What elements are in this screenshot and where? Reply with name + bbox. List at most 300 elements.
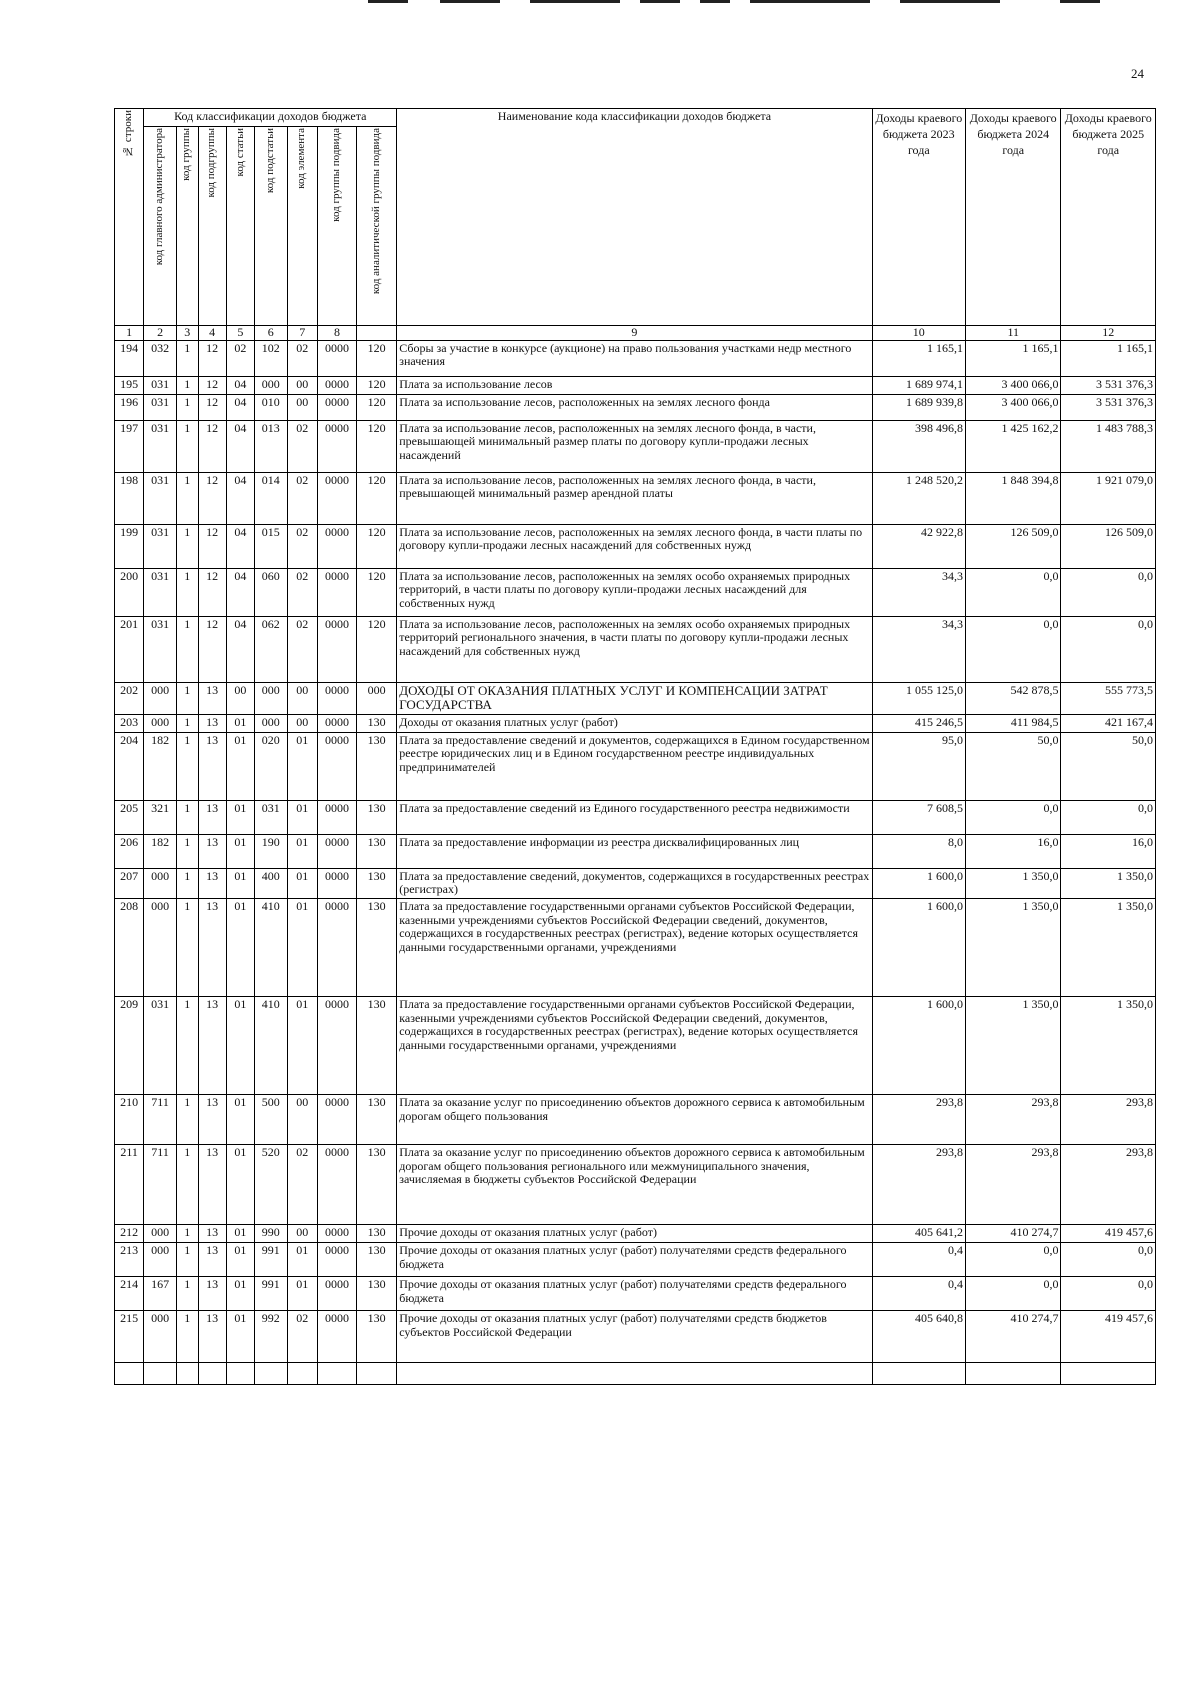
- income-name-cell: Плата за предоставление государственными органами субъектов Российской Федерации, казенными учреждениями субъектов Российской Федерации сведений, документов, содержащихся в государственных реестрах (регистрах), ведение которых осуществляется данными государственными органами, учреждениями: [397, 899, 872, 997]
- subtype-group-code-cell: 0000: [317, 616, 356, 682]
- table-row: [115, 1277, 1156, 1311]
- subarticle-code-cell: 000: [254, 714, 287, 732]
- element-code-cell: 01: [287, 834, 317, 868]
- subgroup-code-cell: 13: [198, 868, 226, 898]
- subarticle-code-cell: 991: [254, 1277, 287, 1311]
- table-row: [115, 1311, 1156, 1363]
- element-code-cell: 00: [287, 394, 317, 420]
- analytic-subtype-code-cell: 130: [356, 1095, 396, 1145]
- table-row: [115, 714, 1156, 732]
- row-number-cell: 202: [115, 682, 144, 714]
- empty-cell: [965, 1363, 1061, 1385]
- empty-cell: [115, 1363, 144, 1385]
- group-code-cell: 1: [176, 340, 198, 376]
- row-number-cell: 194: [115, 340, 144, 376]
- subtype-group-code-cell: 0000: [317, 714, 356, 732]
- income-name-cell: Плата за использование лесов, расположенных на землях лесного фонда: [397, 394, 872, 420]
- income-2025-cell: 16,0: [1061, 834, 1156, 868]
- empty-cell: [198, 1363, 226, 1385]
- income-2025-cell: 1 350,0: [1061, 997, 1156, 1095]
- table-row: [115, 524, 1156, 568]
- element-code-cell: 00: [287, 1225, 317, 1243]
- income-2023-cell: 42 922,8: [872, 524, 965, 568]
- analytic-subtype-code-cell: 120: [356, 340, 396, 376]
- income-2024-cell: 0,0: [965, 1277, 1061, 1311]
- admin-code-cell: 031: [144, 376, 177, 394]
- empty-cell: [397, 1363, 872, 1385]
- column-number: [356, 326, 396, 341]
- element-code-cell: 01: [287, 868, 317, 898]
- admin-code-cell: 031: [144, 616, 177, 682]
- subgroup-code-cell: 13: [198, 1095, 226, 1145]
- article-code-cell: 01: [226, 899, 254, 997]
- group-code-cell: 1: [176, 616, 198, 682]
- element-code-cell: 01: [287, 732, 317, 800]
- analytic-subtype-code-cell: 130: [356, 732, 396, 800]
- income-2023-cell: 1 689 939,8: [872, 394, 965, 420]
- table-row: [115, 568, 1156, 616]
- income-2024-cell: 1 350,0: [965, 899, 1061, 997]
- income-2025-cell: 1 921 079,0: [1061, 472, 1156, 524]
- income-2024-cell: 0,0: [965, 1243, 1061, 1277]
- subtype-group-code-cell: 0000: [317, 568, 356, 616]
- analytic-subtype-code-cell: 120: [356, 420, 396, 472]
- column-header-admin-code: код главного администратора: [144, 127, 177, 326]
- income-name-cell: Плата за использование лесов: [397, 376, 872, 394]
- income-2023-cell: 0,4: [872, 1243, 965, 1277]
- income-2023-cell: 1 248 520,2: [872, 472, 965, 524]
- income-2024-cell: 293,8: [965, 1145, 1061, 1225]
- income-name-cell: Прочие доходы от оказания платных услуг (работ): [397, 1225, 872, 1243]
- subtype-group-code-cell: 0000: [317, 732, 356, 800]
- column-header-analytic-subtype-code: код аналитической группы подвида: [356, 127, 396, 326]
- subtype-group-code-cell: 0000: [317, 376, 356, 394]
- admin-code-cell: 167: [144, 1277, 177, 1311]
- subarticle-code-cell: 031: [254, 800, 287, 834]
- subtype-group-code-cell: 0000: [317, 868, 356, 898]
- admin-code-cell: 321: [144, 800, 177, 834]
- income-2023-cell: 7 608,5: [872, 800, 965, 834]
- subarticle-code-cell: 190: [254, 834, 287, 868]
- column-header-name: Наименование кода классификации доходов бюджета: [397, 109, 872, 326]
- subarticle-code-cell: 020: [254, 732, 287, 800]
- row-number-cell: 210: [115, 1095, 144, 1145]
- article-code-cell: 01: [226, 1145, 254, 1225]
- row-number-cell: 203: [115, 714, 144, 732]
- article-code-cell: 04: [226, 616, 254, 682]
- column-header-income-2023: Доходы краевого бюджета 2023 года: [872, 109, 965, 326]
- income-2024-cell: 0,0: [965, 616, 1061, 682]
- table-row: [115, 1145, 1156, 1225]
- empty-cell: [356, 1363, 396, 1385]
- table-row: [115, 616, 1156, 682]
- element-code-cell: 02: [287, 616, 317, 682]
- column-number: 6: [254, 326, 287, 341]
- admin-code-cell: 031: [144, 420, 177, 472]
- group-code-cell: 1: [176, 1145, 198, 1225]
- table-row: [115, 376, 1156, 394]
- row-number-cell: 211: [115, 1145, 144, 1225]
- analytic-subtype-code-cell: 130: [356, 868, 396, 898]
- income-name-cell: Плата за предоставление сведений, документов, содержащихся в государственных реестрах (регистрах): [397, 868, 872, 898]
- row-number-cell: 197: [115, 420, 144, 472]
- subarticle-code-cell: 410: [254, 997, 287, 1095]
- subtype-group-code-cell: 0000: [317, 1095, 356, 1145]
- admin-code-cell: 000: [144, 1243, 177, 1277]
- income-2024-cell: 50,0: [965, 732, 1061, 800]
- group-code-cell: 1: [176, 472, 198, 524]
- admin-code-cell: 182: [144, 834, 177, 868]
- income-2024-cell: 3 400 066,0: [965, 376, 1061, 394]
- group-code-cell: 1: [176, 868, 198, 898]
- income-2024-cell: 410 274,7: [965, 1311, 1061, 1363]
- table-row: [115, 800, 1156, 834]
- group-code-cell: 1: [176, 376, 198, 394]
- subtype-group-code-cell: 0000: [317, 1225, 356, 1243]
- income-2024-cell: 16,0: [965, 834, 1061, 868]
- subarticle-code-cell: 500: [254, 1095, 287, 1145]
- subgroup-code-cell: 13: [198, 1145, 226, 1225]
- admin-code-cell: 000: [144, 682, 177, 714]
- subarticle-code-cell: 062: [254, 616, 287, 682]
- income-2023-cell: 34,3: [872, 568, 965, 616]
- income-2025-cell: 421 167,4: [1061, 714, 1156, 732]
- income-2023-cell: 1 600,0: [872, 997, 965, 1095]
- analytic-subtype-code-cell: 130: [356, 997, 396, 1095]
- admin-code-cell: 182: [144, 732, 177, 800]
- article-code-cell: 04: [226, 524, 254, 568]
- empty-cell: [226, 1363, 254, 1385]
- subgroup-code-cell: 13: [198, 1277, 226, 1311]
- column-header-subtype-group-code: код группы подвида: [317, 127, 356, 326]
- row-number-cell: 198: [115, 472, 144, 524]
- income-2023-cell: 1 600,0: [872, 868, 965, 898]
- article-code-cell: 01: [226, 800, 254, 834]
- empty-cell: [254, 1363, 287, 1385]
- income-2024-cell: 1 165,1: [965, 340, 1061, 376]
- article-code-cell: 02: [226, 340, 254, 376]
- subtype-group-code-cell: 0000: [317, 524, 356, 568]
- income-2023-cell: 398 496,8: [872, 420, 965, 472]
- admin-code-cell: 711: [144, 1145, 177, 1225]
- group-code-cell: 1: [176, 1311, 198, 1363]
- article-code-cell: 01: [226, 732, 254, 800]
- analytic-subtype-code-cell: 120: [356, 524, 396, 568]
- analytic-subtype-code-cell: 130: [356, 1277, 396, 1311]
- subtype-group-code-cell: 0000: [317, 899, 356, 997]
- scan-edge-mark: [640, 0, 680, 3]
- subarticle-code-cell: 060: [254, 568, 287, 616]
- subgroup-code-cell: 13: [198, 732, 226, 800]
- subarticle-code-cell: 010: [254, 394, 287, 420]
- column-number: 1: [115, 326, 144, 341]
- income-name-cell: Доходы от оказания платных услуг (работ): [397, 714, 872, 732]
- column-number-row: [115, 326, 1156, 341]
- article-code-cell: 01: [226, 834, 254, 868]
- group-code-cell: 1: [176, 732, 198, 800]
- article-code-cell: 04: [226, 394, 254, 420]
- income-2025-cell: 1 350,0: [1061, 868, 1156, 898]
- element-code-cell: 01: [287, 997, 317, 1095]
- scan-edge-mark: [440, 0, 500, 3]
- subgroup-code-cell: 13: [198, 1311, 226, 1363]
- element-code-cell: 01: [287, 800, 317, 834]
- income-2025-cell: 293,8: [1061, 1095, 1156, 1145]
- analytic-subtype-code-cell: 000: [356, 682, 396, 714]
- income-2025-cell: 3 531 376,3: [1061, 376, 1156, 394]
- income-2024-cell: 411 984,5: [965, 714, 1061, 732]
- table-row: [115, 834, 1156, 868]
- subgroup-code-cell: 12: [198, 472, 226, 524]
- admin-code-cell: 000: [144, 1225, 177, 1243]
- admin-code-cell: 711: [144, 1095, 177, 1145]
- column-header-subarticle-code: код подстатьи: [254, 127, 287, 326]
- subgroup-code-cell: 13: [198, 1243, 226, 1277]
- group-code-cell: 1: [176, 1225, 198, 1243]
- table-row: [115, 340, 1156, 376]
- income-name-cell: Плата за использование лесов, расположенных на землях особо охраняемых природных территорий, в части платы по договору купли-продажи лесных насаждений для собственных нужд: [397, 568, 872, 616]
- income-name-cell: Сборы за участие в конкурсе (аукционе) на право пользования участками недр местного значения: [397, 340, 872, 376]
- subarticle-code-cell: 015: [254, 524, 287, 568]
- admin-code-cell: 000: [144, 1311, 177, 1363]
- scan-edge-mark: [1060, 0, 1100, 3]
- subarticle-code-cell: 000: [254, 376, 287, 394]
- group-code-cell: 1: [176, 997, 198, 1095]
- subgroup-code-cell: 13: [198, 997, 226, 1095]
- income-name-cell: Прочие доходы от оказания платных услуг (работ) получателями средств федерального бюджета: [397, 1243, 872, 1277]
- row-number-cell: 201: [115, 616, 144, 682]
- article-code-cell: 01: [226, 1277, 254, 1311]
- income-2023-cell: 1 600,0: [872, 899, 965, 997]
- income-2024-cell: 1 425 162,2: [965, 420, 1061, 472]
- income-name-cell: Плата за оказание услуг по присоединению объектов дорожного сервиса к автомобильным дорогам общего пользования: [397, 1095, 872, 1145]
- analytic-subtype-code-cell: 130: [356, 714, 396, 732]
- income-2025-cell: 0,0: [1061, 800, 1156, 834]
- article-code-cell: 00: [226, 682, 254, 714]
- analytic-subtype-code-cell: 130: [356, 1311, 396, 1363]
- row-number-cell: 214: [115, 1277, 144, 1311]
- subarticle-code-cell: 000: [254, 682, 287, 714]
- income-2023-cell: 415 246,5: [872, 714, 965, 732]
- element-code-cell: 00: [287, 1095, 317, 1145]
- row-number-cell: 204: [115, 732, 144, 800]
- article-code-cell: 01: [226, 997, 254, 1095]
- group-code-cell: 1: [176, 394, 198, 420]
- subgroup-code-cell: 13: [198, 899, 226, 997]
- analytic-subtype-code-cell: 120: [356, 616, 396, 682]
- subtype-group-code-cell: 0000: [317, 682, 356, 714]
- subarticle-code-cell: 013: [254, 420, 287, 472]
- admin-code-cell: 000: [144, 868, 177, 898]
- column-number: 7: [287, 326, 317, 341]
- column-header-article-code: код статьи: [226, 127, 254, 326]
- column-header-group-code: код группы: [176, 127, 198, 326]
- column-header-subgroup-code: код подгруппы: [198, 127, 226, 326]
- element-code-cell: 02: [287, 472, 317, 524]
- column-number: 3: [176, 326, 198, 341]
- empty-cell: [287, 1363, 317, 1385]
- subtype-group-code-cell: 0000: [317, 997, 356, 1095]
- subgroup-code-cell: 12: [198, 524, 226, 568]
- income-2023-cell: 1 689 974,1: [872, 376, 965, 394]
- row-number-cell: 208: [115, 899, 144, 997]
- row-number-cell: 206: [115, 834, 144, 868]
- article-code-cell: 01: [226, 868, 254, 898]
- income-2023-cell: 293,8: [872, 1145, 965, 1225]
- analytic-subtype-code-cell: 120: [356, 376, 396, 394]
- subarticle-code-cell: 520: [254, 1145, 287, 1225]
- subtype-group-code-cell: 0000: [317, 340, 356, 376]
- table-row: [115, 472, 1156, 524]
- page-number: 24: [1131, 66, 1144, 81]
- row-number-cell: 205: [115, 800, 144, 834]
- table-row: [115, 420, 1156, 472]
- subtype-group-code-cell: 0000: [317, 472, 356, 524]
- column-number: 2: [144, 326, 177, 341]
- subgroup-code-cell: 13: [198, 682, 226, 714]
- column-header-income-2024: Доходы краевого бюджета 2024 года: [965, 109, 1061, 326]
- income-name-cell: Прочие доходы от оказания платных услуг (работ) получателями средств бюджетов субъектов Российской Федерации: [397, 1311, 872, 1363]
- table-bottom-spacer: [115, 1363, 1156, 1385]
- income-2023-cell: 0,4: [872, 1277, 965, 1311]
- subgroup-code-cell: 13: [198, 714, 226, 732]
- subtype-group-code-cell: 0000: [317, 800, 356, 834]
- group-code-cell: 1: [176, 1243, 198, 1277]
- scan-edge-mark: [900, 0, 1000, 3]
- group-code-cell: 1: [176, 899, 198, 997]
- subtype-group-code-cell: 0000: [317, 1145, 356, 1225]
- analytic-subtype-code-cell: 120: [356, 472, 396, 524]
- income-2024-cell: 293,8: [965, 1095, 1061, 1145]
- income-2023-cell: 405 641,2: [872, 1225, 965, 1243]
- income-2025-cell: 0,0: [1061, 1277, 1156, 1311]
- table-row: [115, 394, 1156, 420]
- article-code-cell: 04: [226, 376, 254, 394]
- element-code-cell: 02: [287, 1145, 317, 1225]
- income-name-cell: Плата за предоставление информации из реестра дисквалифицированных лиц: [397, 834, 872, 868]
- subgroup-code-cell: 12: [198, 616, 226, 682]
- empty-cell: [317, 1363, 356, 1385]
- group-code-cell: 1: [176, 524, 198, 568]
- income-name-cell: Прочие доходы от оказания платных услуг (работ) получателями средств федерального бюджета: [397, 1277, 872, 1311]
- group-code-cell: 1: [176, 714, 198, 732]
- analytic-subtype-code-cell: 120: [356, 394, 396, 420]
- income-2025-cell: 293,8: [1061, 1145, 1156, 1225]
- column-number: 4: [198, 326, 226, 341]
- analytic-subtype-code-cell: 130: [356, 834, 396, 868]
- budget-income-table: [114, 108, 1156, 1385]
- article-code-cell: 04: [226, 472, 254, 524]
- element-code-cell: 01: [287, 899, 317, 997]
- income-2024-cell: 1 350,0: [965, 868, 1061, 898]
- admin-code-cell: 031: [144, 472, 177, 524]
- subtype-group-code-cell: 0000: [317, 420, 356, 472]
- group-code-cell: 1: [176, 1095, 198, 1145]
- income-name-cell: Плата за предоставление сведений из Единого государственного реестра недвижимости: [397, 800, 872, 834]
- income-2025-cell: 555 773,5: [1061, 682, 1156, 714]
- subtype-group-code-cell: 0000: [317, 1243, 356, 1277]
- admin-code-cell: 031: [144, 568, 177, 616]
- analytic-subtype-code-cell: 130: [356, 899, 396, 997]
- subtype-group-code-cell: 0000: [317, 394, 356, 420]
- subgroup-code-cell: 13: [198, 834, 226, 868]
- income-2025-cell: 0,0: [1061, 568, 1156, 616]
- column-number: 11: [965, 326, 1061, 341]
- admin-code-cell: 000: [144, 714, 177, 732]
- income-name-cell: Плата за использование лесов, расположенных на землях особо охраняемых природных территорий регионального значения, в части платы по договору купли-продажи лесных насаждений для собственных нужд: [397, 616, 872, 682]
- subgroup-code-cell: 12: [198, 394, 226, 420]
- element-code-cell: 02: [287, 1311, 317, 1363]
- subgroup-code-cell: 12: [198, 568, 226, 616]
- group-code-cell: 1: [176, 834, 198, 868]
- row-number-cell: 199: [115, 524, 144, 568]
- admin-code-cell: 032: [144, 340, 177, 376]
- income-2024-cell: 3 400 066,0: [965, 394, 1061, 420]
- row-number-cell: 207: [115, 868, 144, 898]
- income-2025-cell: 0,0: [1061, 616, 1156, 682]
- column-header-element-code: код элемента: [287, 127, 317, 326]
- subtype-group-code-cell: 0000: [317, 1277, 356, 1311]
- income-2023-cell: 95,0: [872, 732, 965, 800]
- empty-cell: [872, 1363, 965, 1385]
- scan-edge-mark: [700, 0, 730, 3]
- table-row: [115, 1225, 1156, 1243]
- analytic-subtype-code-cell: 130: [356, 1225, 396, 1243]
- row-number-cell: 195: [115, 376, 144, 394]
- row-number-cell: 209: [115, 997, 144, 1095]
- table-row: [115, 732, 1156, 800]
- income-name-cell: Плата за оказание услуг по присоединению объектов дорожного сервиса к автомобильным дорогам общего пользования регионального или межмуниципального значения, зачисляемая в бюджеты субъектов Российской Федерации: [397, 1145, 872, 1225]
- income-name-cell: Плата за использование лесов, расположенных на землях лесного фонда, в части, превышающей минимальный размер арендной платы: [397, 472, 872, 524]
- admin-code-cell: 000: [144, 899, 177, 997]
- empty-cell: [144, 1363, 177, 1385]
- column-number: 12: [1061, 326, 1156, 341]
- element-code-cell: 00: [287, 376, 317, 394]
- article-code-cell: 01: [226, 1311, 254, 1363]
- income-name-cell: Плата за предоставление сведений и документов, содержащихся в Едином государственном реестре юридических лиц и в Едином государственном реестре индивидуальных предпринимателей: [397, 732, 872, 800]
- article-code-cell: 01: [226, 714, 254, 732]
- income-2023-cell: 34,3: [872, 616, 965, 682]
- income-name-cell: Плата за использование лесов, расположенных на землях лесного фонда, в части платы по договору купли-продажи лесных насаждений для собственных нужд: [397, 524, 872, 568]
- table-row: [115, 1243, 1156, 1277]
- subgroup-code-cell: 13: [198, 800, 226, 834]
- subgroup-code-cell: 12: [198, 376, 226, 394]
- analytic-subtype-code-cell: 130: [356, 1145, 396, 1225]
- article-code-cell: 04: [226, 420, 254, 472]
- admin-code-cell: 031: [144, 524, 177, 568]
- table-row: [115, 1095, 1156, 1145]
- income-2025-cell: 0,0: [1061, 1243, 1156, 1277]
- column-number: 9: [397, 326, 872, 341]
- article-code-cell: 01: [226, 1243, 254, 1277]
- subtype-group-code-cell: 0000: [317, 1311, 356, 1363]
- group-code-cell: 1: [176, 800, 198, 834]
- row-number-cell: 212: [115, 1225, 144, 1243]
- income-2024-cell: 1 848 394,8: [965, 472, 1061, 524]
- subtype-group-code-cell: 0000: [317, 834, 356, 868]
- column-number: 5: [226, 326, 254, 341]
- table-row: [115, 868, 1156, 898]
- classification-code-group-header: Код классификации доходов бюджета: [144, 109, 397, 127]
- income-2025-cell: 50,0: [1061, 732, 1156, 800]
- subarticle-code-cell: 014: [254, 472, 287, 524]
- element-code-cell: 02: [287, 524, 317, 568]
- group-code-cell: 1: [176, 682, 198, 714]
- row-number-cell: 196: [115, 394, 144, 420]
- element-code-cell: 01: [287, 1277, 317, 1311]
- subarticle-code-cell: 410: [254, 899, 287, 997]
- income-name-cell: Плата за предоставление государственными органами субъектов Российской Федерации, казенными учреждениями субъектов Российской Федерации сведений, документов, содержащихся в государственных реестрах (регистрах), ведение которых осуществляется данными государственными органами, учреждениями: [397, 997, 872, 1095]
